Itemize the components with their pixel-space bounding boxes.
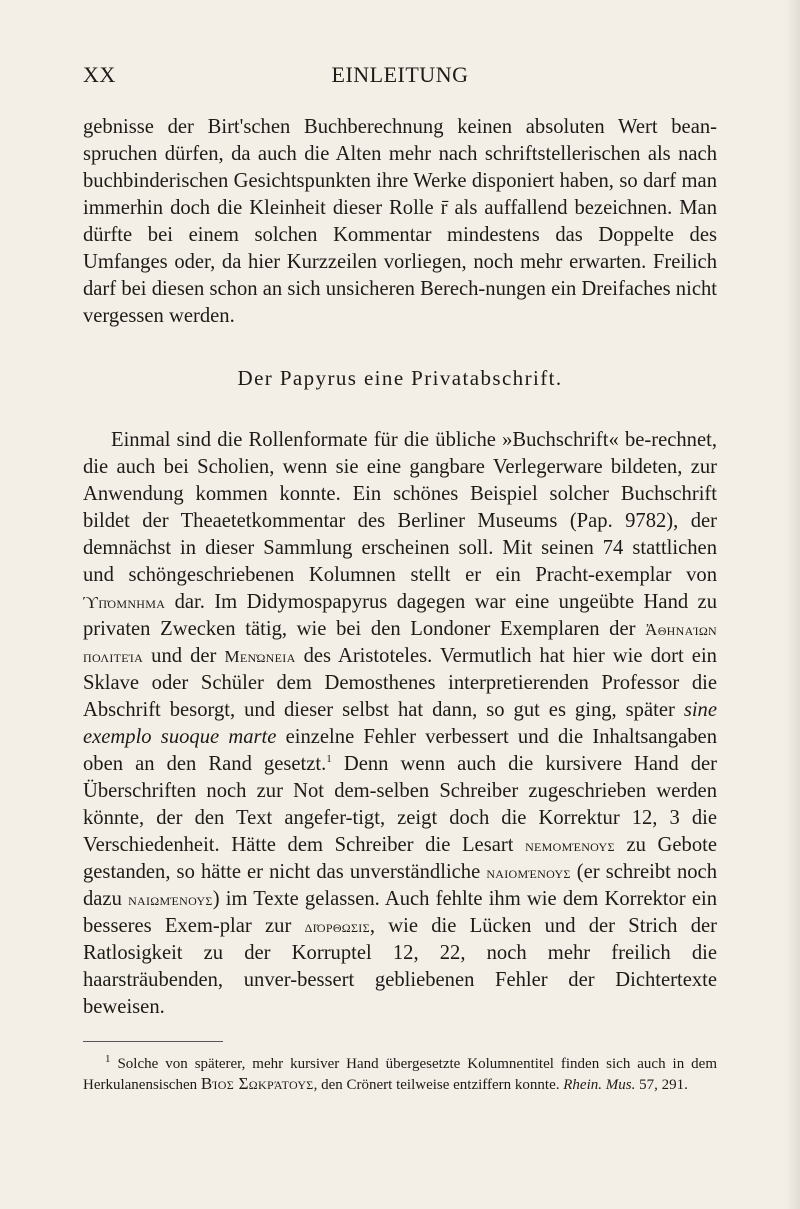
text-run: Denn wenn auch die kursivere Hand der Überschriften noch zur Not dem-selben Schreiber zugeschrieben werden könnte, der den Text angefer-tigt, zeigt doch die Korrektur 12, 3 die Verschiedenheit. Hätte dem Schreiber die Lesart <box>83 753 718 856</box>
section-heading: Der Papyrus eine Privatabschrift. <box>237 366 563 390</box>
footnote-rule <box>83 1041 223 1042</box>
text-run: , wie die Lücken und der Strich der Ratlosigkeit zu der Korruptel 12, 22, noch mehr freilich die haarsträubenden, unver-bessert gebliebenen Fehler der Dichtertexte beweisen. <box>83 915 718 1018</box>
journal-title: Rhein. Mus. <box>563 1077 636 1093</box>
text-run: und der <box>151 645 217 667</box>
greek-term: ναιομένους <box>486 863 571 882</box>
greek-term: Βίος Σωκράτους <box>200 1074 314 1093</box>
greek-term: ναιωμένους <box>128 890 213 909</box>
greek-term: νεμομένους <box>525 836 615 855</box>
greek-term: Ἀθηναίων πολιτεία <box>83 620 717 666</box>
text-run: zu Gebote gestanden, so hätte er nicht das unverständliche <box>83 834 717 883</box>
latin-phrase: sine exemplo suoque marte <box>83 699 717 748</box>
running-title: EINLEITUNG <box>331 62 469 87</box>
text-run: des Aristoteles. Vermutlich hat hier wie dort ein Sklave oder Schüler dem Demosthenes interpretierenden Professor die Abschrift besorgt, und dieser selbst hat dann, so gut es ging, später <box>83 645 717 721</box>
text-run: einzelne Fehler verbessert und die Inhaltsangaben oben an den Rand gesetzt. <box>83 726 717 775</box>
main-text <box>83 114 717 1095</box>
footnote <box>83 1054 717 1095</box>
footnote-reference: 1 <box>326 753 332 766</box>
greek-term: ϓπόμνημα <box>83 593 166 612</box>
text-run: Einmal sind die Rollenformate für die übliche »Buchschrift« be-rechnet, die auch bei Scholien, wenn sie eine gangbare Verlegerware bildeten, zur Anwendung kommen konnte. Ein schönes Beispiel solcher Buchschrift bildet der Theaetetkommentar des Berliner Museums (Pap. 9782), der demnächst in dieser Sammlung erscheinen soll. Mit seinen 74 stattlichen und schöngeschriebenen Kolumnen stellt er ein Pracht-exemplar von <box>83 429 717 586</box>
page-edge-shadow <box>786 0 800 1209</box>
text-run: , den Crönert teilweise entziffern konnte. <box>313 1077 560 1093</box>
text-run: (er schreibt noch dazu <box>83 861 717 910</box>
paragraph-1: gebnisse der Birt'schen Buchberechnung keinen absoluten Wert bean-spruchen dürfen, da auch die Alten mehr nach schriftstellerischen als nach buchbinderischen Gesichtspunkten ihre Werke disponiert haben, so darf man immerhin doch die Kleinheit dieser Rolle r̄ als auffallend bezeichnen. Man dürfte bei einem solchen Kommentar mindestens das Doppelte des Umfanges oder, da hier Kurzzeilen vorliegen, noch mehr erwarten. Freilich darf bei diesen schon an sich unsicheren Berech-nungen ein Dreifaches nicht vergessen werden. <box>83 116 717 327</box>
text-run: Solche von späterer, mehr kursiver Hand übergesetzte Kolumnentitel finden sich auch in dem Herkulanensischen <box>83 1056 717 1093</box>
running-head <box>83 62 717 88</box>
paragraph-2 <box>83 427 717 1021</box>
greek-term: Μενώνεια <box>224 647 296 666</box>
text-run: 57, 291. <box>639 1077 688 1093</box>
footnote-mark: 1 <box>105 1053 111 1065</box>
text-run: ) im Texte gelassen. Auch fehlte ihm wie dem Korrektor ein besseres Exem-plar zur <box>83 888 717 937</box>
text-run: dar. Im Didymospapyrus dagegen war eine ungeübte Hand zu privaten Zwecken tätig, wie bei den Londoner Exemplaren der <box>83 591 717 640</box>
page-number: XX <box>83 62 116 87</box>
greek-term: διόρθωσις <box>304 917 370 936</box>
